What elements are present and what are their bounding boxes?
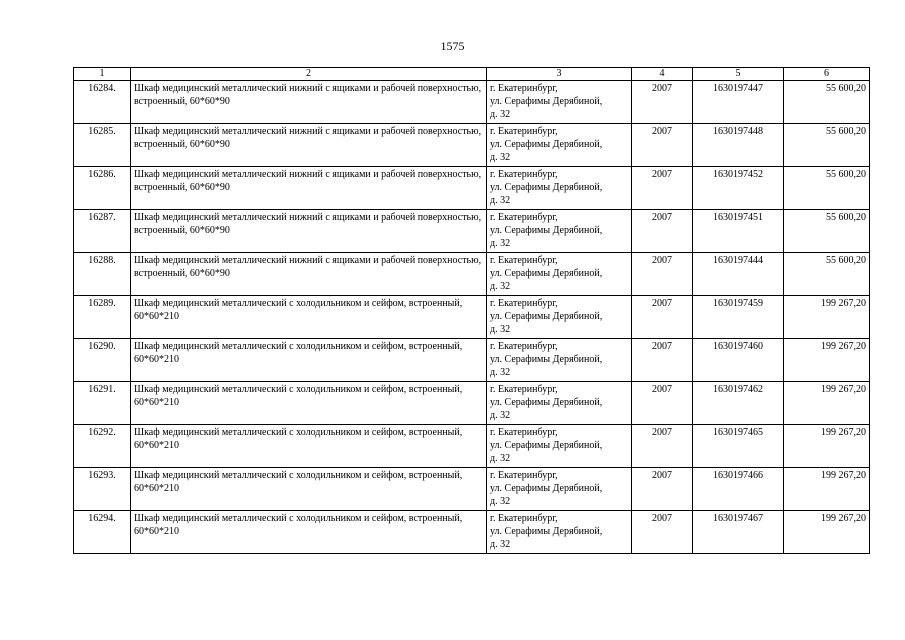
address-line: ул. Серафимы Дерябиной, [490, 397, 603, 408]
item-address [487, 253, 632, 296]
item-cost: 199 267,20 [784, 382, 870, 425]
table-row [74, 210, 870, 253]
address-line: г. Екатеринбург, [490, 384, 558, 395]
row-number: 16292. [74, 425, 131, 468]
item-address [487, 425, 632, 468]
address-line: г. Екатеринбург, [490, 83, 558, 94]
row-number: 16284. [74, 81, 131, 124]
row-number: 16288. [74, 253, 131, 296]
row-number: 16290. [74, 339, 131, 382]
address-line: ул. Серафимы Дерябиной, [490, 182, 603, 193]
item-name: Шкаф медицинский металлический нижний с ящиками и рабочей поверхностью, встроенный, 60*60*90 [131, 210, 487, 253]
item-address [487, 210, 632, 253]
address-line: г. Екатеринбург, [490, 169, 558, 180]
address-line: ул. Серафимы Дерябиной, [490, 268, 603, 279]
address-line: д. 32 [490, 453, 511, 464]
property-register-table [73, 67, 870, 554]
row-number: 16287. [74, 210, 131, 253]
address-line: д. 32 [490, 152, 511, 163]
table-row [74, 511, 870, 554]
item-name: Шкаф медицинский металлический нижний с ящиками и рабочей поверхностью, встроенный, 60*60*90 [131, 81, 487, 124]
item-year: 2007 [632, 253, 693, 296]
column-header: 4 [632, 68, 693, 81]
address-line: д. 32 [490, 109, 511, 120]
address-line: д. 32 [490, 367, 511, 378]
item-cost: 55 600,20 [784, 124, 870, 167]
inventory-number: 1630197451 [693, 210, 784, 253]
table-row [74, 382, 870, 425]
column-header: 3 [487, 68, 632, 81]
inventory-number: 1630197444 [693, 253, 784, 296]
column-header: 2 [131, 68, 487, 81]
item-address [487, 382, 632, 425]
item-cost: 199 267,20 [784, 339, 870, 382]
item-cost: 199 267,20 [784, 468, 870, 511]
item-name: Шкаф медицинский металлический нижний с ящиками и рабочей поверхностью, встроенный, 60*60*90 [131, 124, 487, 167]
item-address [487, 81, 632, 124]
address-line: г. Екатеринбург, [490, 126, 558, 137]
address-line: ул. Серафимы Дерябиной, [490, 139, 603, 150]
address-line: г. Екатеринбург, [490, 470, 558, 481]
inventory-number: 1630197467 [693, 511, 784, 554]
item-name: Шкаф медицинский металлический с холодильником и сейфом, встроенный, 60*60*210 [131, 468, 487, 511]
table-row [74, 339, 870, 382]
item-address [487, 468, 632, 511]
row-number: 16289. [74, 296, 131, 339]
item-cost: 55 600,20 [784, 210, 870, 253]
inventory-number: 1630197462 [693, 382, 784, 425]
inventory-number: 1630197460 [693, 339, 784, 382]
address-line: д. 32 [490, 238, 511, 249]
item-year: 2007 [632, 81, 693, 124]
item-cost: 55 600,20 [784, 167, 870, 210]
table-row [74, 425, 870, 468]
item-name: Шкаф медицинский металлический нижний с ящиками и рабочей поверхностью, встроенный, 60*60*90 [131, 253, 487, 296]
table-body [74, 81, 870, 554]
item-cost: 55 600,20 [784, 253, 870, 296]
item-year: 2007 [632, 167, 693, 210]
column-header: 1 [74, 68, 131, 81]
item-year: 2007 [632, 339, 693, 382]
column-number-row [74, 68, 870, 81]
item-name: Шкаф медицинский металлический нижний с ящиками и рабочей поверхностью, встроенный, 60*60*90 [131, 167, 487, 210]
item-year: 2007 [632, 124, 693, 167]
address-line: г. Екатеринбург, [490, 341, 558, 352]
row-number: 16291. [74, 382, 131, 425]
column-header: 6 [784, 68, 870, 81]
address-line: ул. Серафимы Дерябиной, [490, 483, 603, 494]
table-row [74, 253, 870, 296]
page-number: 1575 [440, 39, 465, 53]
item-year: 2007 [632, 511, 693, 554]
table-row [74, 296, 870, 339]
item-year: 2007 [632, 468, 693, 511]
row-number: 16285. [74, 124, 131, 167]
row-number: 16286. [74, 167, 131, 210]
address-line: г. Екатеринбург, [490, 212, 558, 223]
item-address [487, 339, 632, 382]
table-row [74, 468, 870, 511]
table-row [74, 124, 870, 167]
address-line: ул. Серафимы Дерябиной, [490, 354, 603, 365]
item-year: 2007 [632, 382, 693, 425]
item-year: 2007 [632, 210, 693, 253]
inventory-number: 1630197465 [693, 425, 784, 468]
table-row [74, 167, 870, 210]
item-name: Шкаф медицинский металлический с холодильником и сейфом, встроенный, 60*60*210 [131, 511, 487, 554]
address-line: д. 32 [490, 281, 511, 292]
address-line: г. Екатеринбург, [490, 298, 558, 309]
address-line: д. 32 [490, 324, 511, 335]
address-line: д. 32 [490, 496, 511, 507]
inventory-number: 1630197459 [693, 296, 784, 339]
address-line: ул. Серафимы Дерябиной, [490, 225, 603, 236]
row-number: 16293. [74, 468, 131, 511]
item-name: Шкаф медицинский металлический с холодильником и сейфом, встроенный, 60*60*210 [131, 296, 487, 339]
item-address [487, 124, 632, 167]
address-line: ул. Серафимы Дерябиной, [490, 96, 603, 107]
item-name: Шкаф медицинский металлический с холодильником и сейфом, встроенный, 60*60*210 [131, 382, 487, 425]
inventory-number: 1630197466 [693, 468, 784, 511]
item-address [487, 296, 632, 339]
item-name: Шкаф медицинский металлический с холодильником и сейфом, встроенный, 60*60*210 [131, 425, 487, 468]
inventory-number: 1630197452 [693, 167, 784, 210]
address-line: г. Екатеринбург, [490, 427, 558, 438]
item-cost: 199 267,20 [784, 511, 870, 554]
address-line: д. 32 [490, 410, 511, 421]
inventory-number: 1630197447 [693, 81, 784, 124]
item-address [487, 167, 632, 210]
address-line: ул. Серафимы Дерябиной, [490, 526, 603, 537]
item-year: 2007 [632, 296, 693, 339]
item-cost: 55 600,20 [784, 81, 870, 124]
column-header: 5 [693, 68, 784, 81]
item-year: 2007 [632, 425, 693, 468]
address-line: д. 32 [490, 539, 511, 550]
item-address [487, 511, 632, 554]
address-line: д. 32 [490, 195, 511, 206]
address-line: ул. Серафимы Дерябиной, [490, 440, 603, 451]
item-name: Шкаф медицинский металлический с холодильником и сейфом, встроенный, 60*60*210 [131, 339, 487, 382]
item-cost: 199 267,20 [784, 296, 870, 339]
table-row [74, 81, 870, 124]
address-line: ул. Серафимы Дерябиной, [490, 311, 603, 322]
address-line: г. Екатеринбург, [490, 513, 558, 524]
item-cost: 199 267,20 [784, 425, 870, 468]
address-line: г. Екатеринбург, [490, 255, 558, 266]
row-number: 16294. [74, 511, 131, 554]
inventory-number: 1630197448 [693, 124, 784, 167]
